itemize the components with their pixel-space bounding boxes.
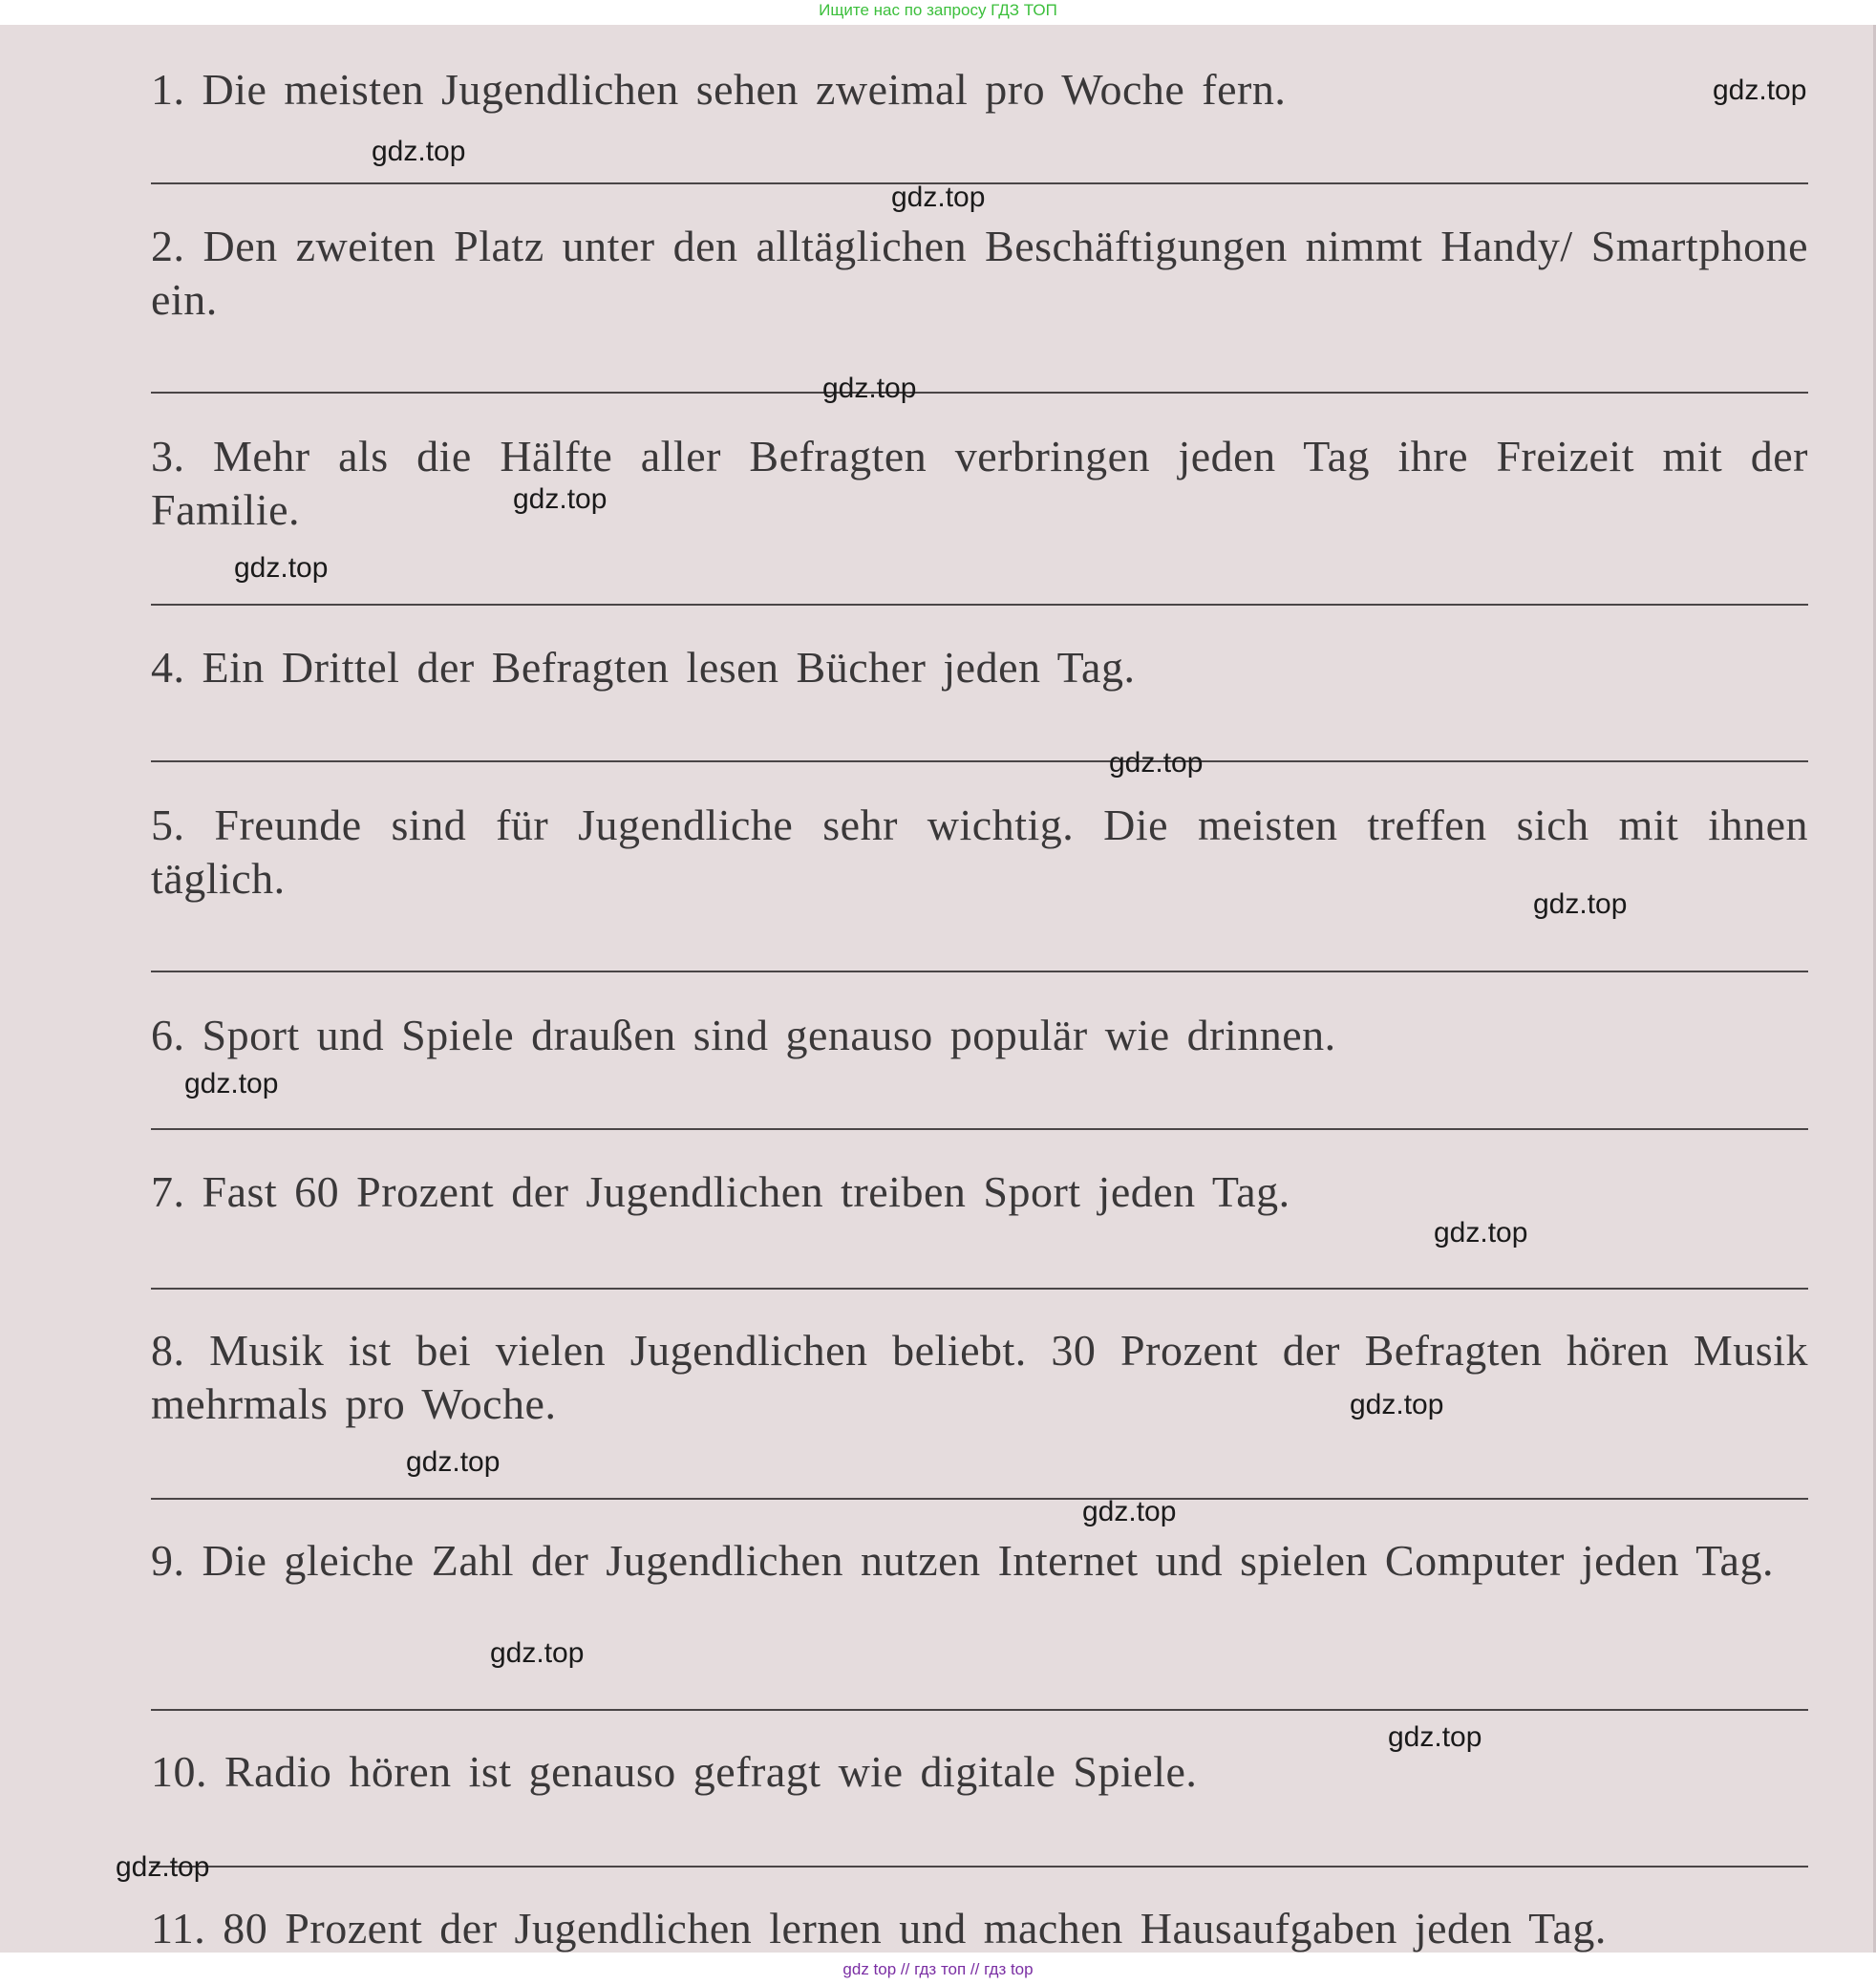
watermark: gdz.top	[513, 483, 608, 515]
statement-5: 5. Freunde sind für Jugendliche sehr wichtig. Die meisten treffen sich mit ihnen täglich.	[151, 800, 1808, 903]
statement-11: 11. 80 Prozent der Jugendlichen lernen und machen Hausaufgaben jeden Tag.	[151, 1904, 1607, 1953]
watermark: gdz.top	[1082, 1496, 1177, 1527]
watermark: gdz.top	[1713, 75, 1807, 106]
answer-line-7[interactable]	[151, 1288, 1808, 1290]
answer-line-10[interactable]	[151, 1866, 1808, 1868]
answer-line-2[interactable]	[151, 392, 1808, 394]
statement-1: 1. Die meisten Jugendlichen sehen zweimal pro Woche fern.	[151, 65, 1287, 114]
watermark: gdz.top	[891, 181, 986, 213]
answer-line-6[interactable]	[151, 1128, 1808, 1130]
watermark: gdz.top	[234, 552, 329, 584]
watermark: gdz.top	[1533, 888, 1628, 920]
statement-2: 2. Den zweiten Platz unter den alltäglichen Beschäftigungen nimmt Handy/ Smartphone ein.	[151, 222, 1808, 324]
bottom-banner[interactable]: gdz top // гдз топ // гдз top	[842, 1960, 1034, 1978]
worksheet-page	[0, 25, 1876, 1953]
watermark: gdz.top	[1109, 747, 1204, 779]
watermark: gdz.top	[406, 1446, 501, 1478]
statement-10: 10. Radio hören ist genauso gefragt wie digitale Spiele.	[151, 1747, 1198, 1796]
answer-line-5[interactable]	[151, 971, 1808, 972]
statement-6: 6. Sport und Spiele draußen sind genauso populär wie drinnen.	[151, 1011, 1336, 1059]
watermark: gdz.top	[490, 1637, 585, 1669]
answer-line-9[interactable]	[151, 1709, 1808, 1711]
statement-7: 7. Fast 60 Prozent der Jugendlichen treiben Sport jeden Tag.	[151, 1167, 1290, 1216]
statement-9: 9. Die gleiche Zahl der Jugendlichen nutzen Internet und spielen Computer jeden Tag.	[151, 1536, 1774, 1585]
watermark: gdz.top	[372, 136, 466, 167]
statement-3: 3. Mehr als die Hälfte aller Befragten verbringen jeden Tag ihre Freizeit mit der Familie.	[151, 432, 1808, 534]
watermark: gdz.top	[116, 1851, 210, 1883]
watermark: gdz.top	[822, 373, 917, 404]
watermark: gdz.top	[1388, 1721, 1482, 1753]
watermark: gdz.top	[1434, 1217, 1528, 1249]
statement-8: 8. Musik ist bei vielen Jugendlichen beliebt. 30 Prozent der Befragten hören Musik mehrmals pro Woche.	[151, 1326, 1808, 1428]
top-banner[interactable]: Ищите нас по запросу ГДЗ ТОП	[819, 1, 1057, 19]
answer-line-4[interactable]	[151, 760, 1808, 762]
answer-line-3[interactable]	[151, 604, 1808, 606]
statement-4: 4. Ein Drittel der Befragten lesen Bücher jeden Tag.	[151, 643, 1136, 692]
watermark: gdz.top	[1350, 1389, 1444, 1420]
answer-line-8[interactable]	[151, 1498, 1808, 1500]
watermark: gdz.top	[184, 1068, 279, 1099]
